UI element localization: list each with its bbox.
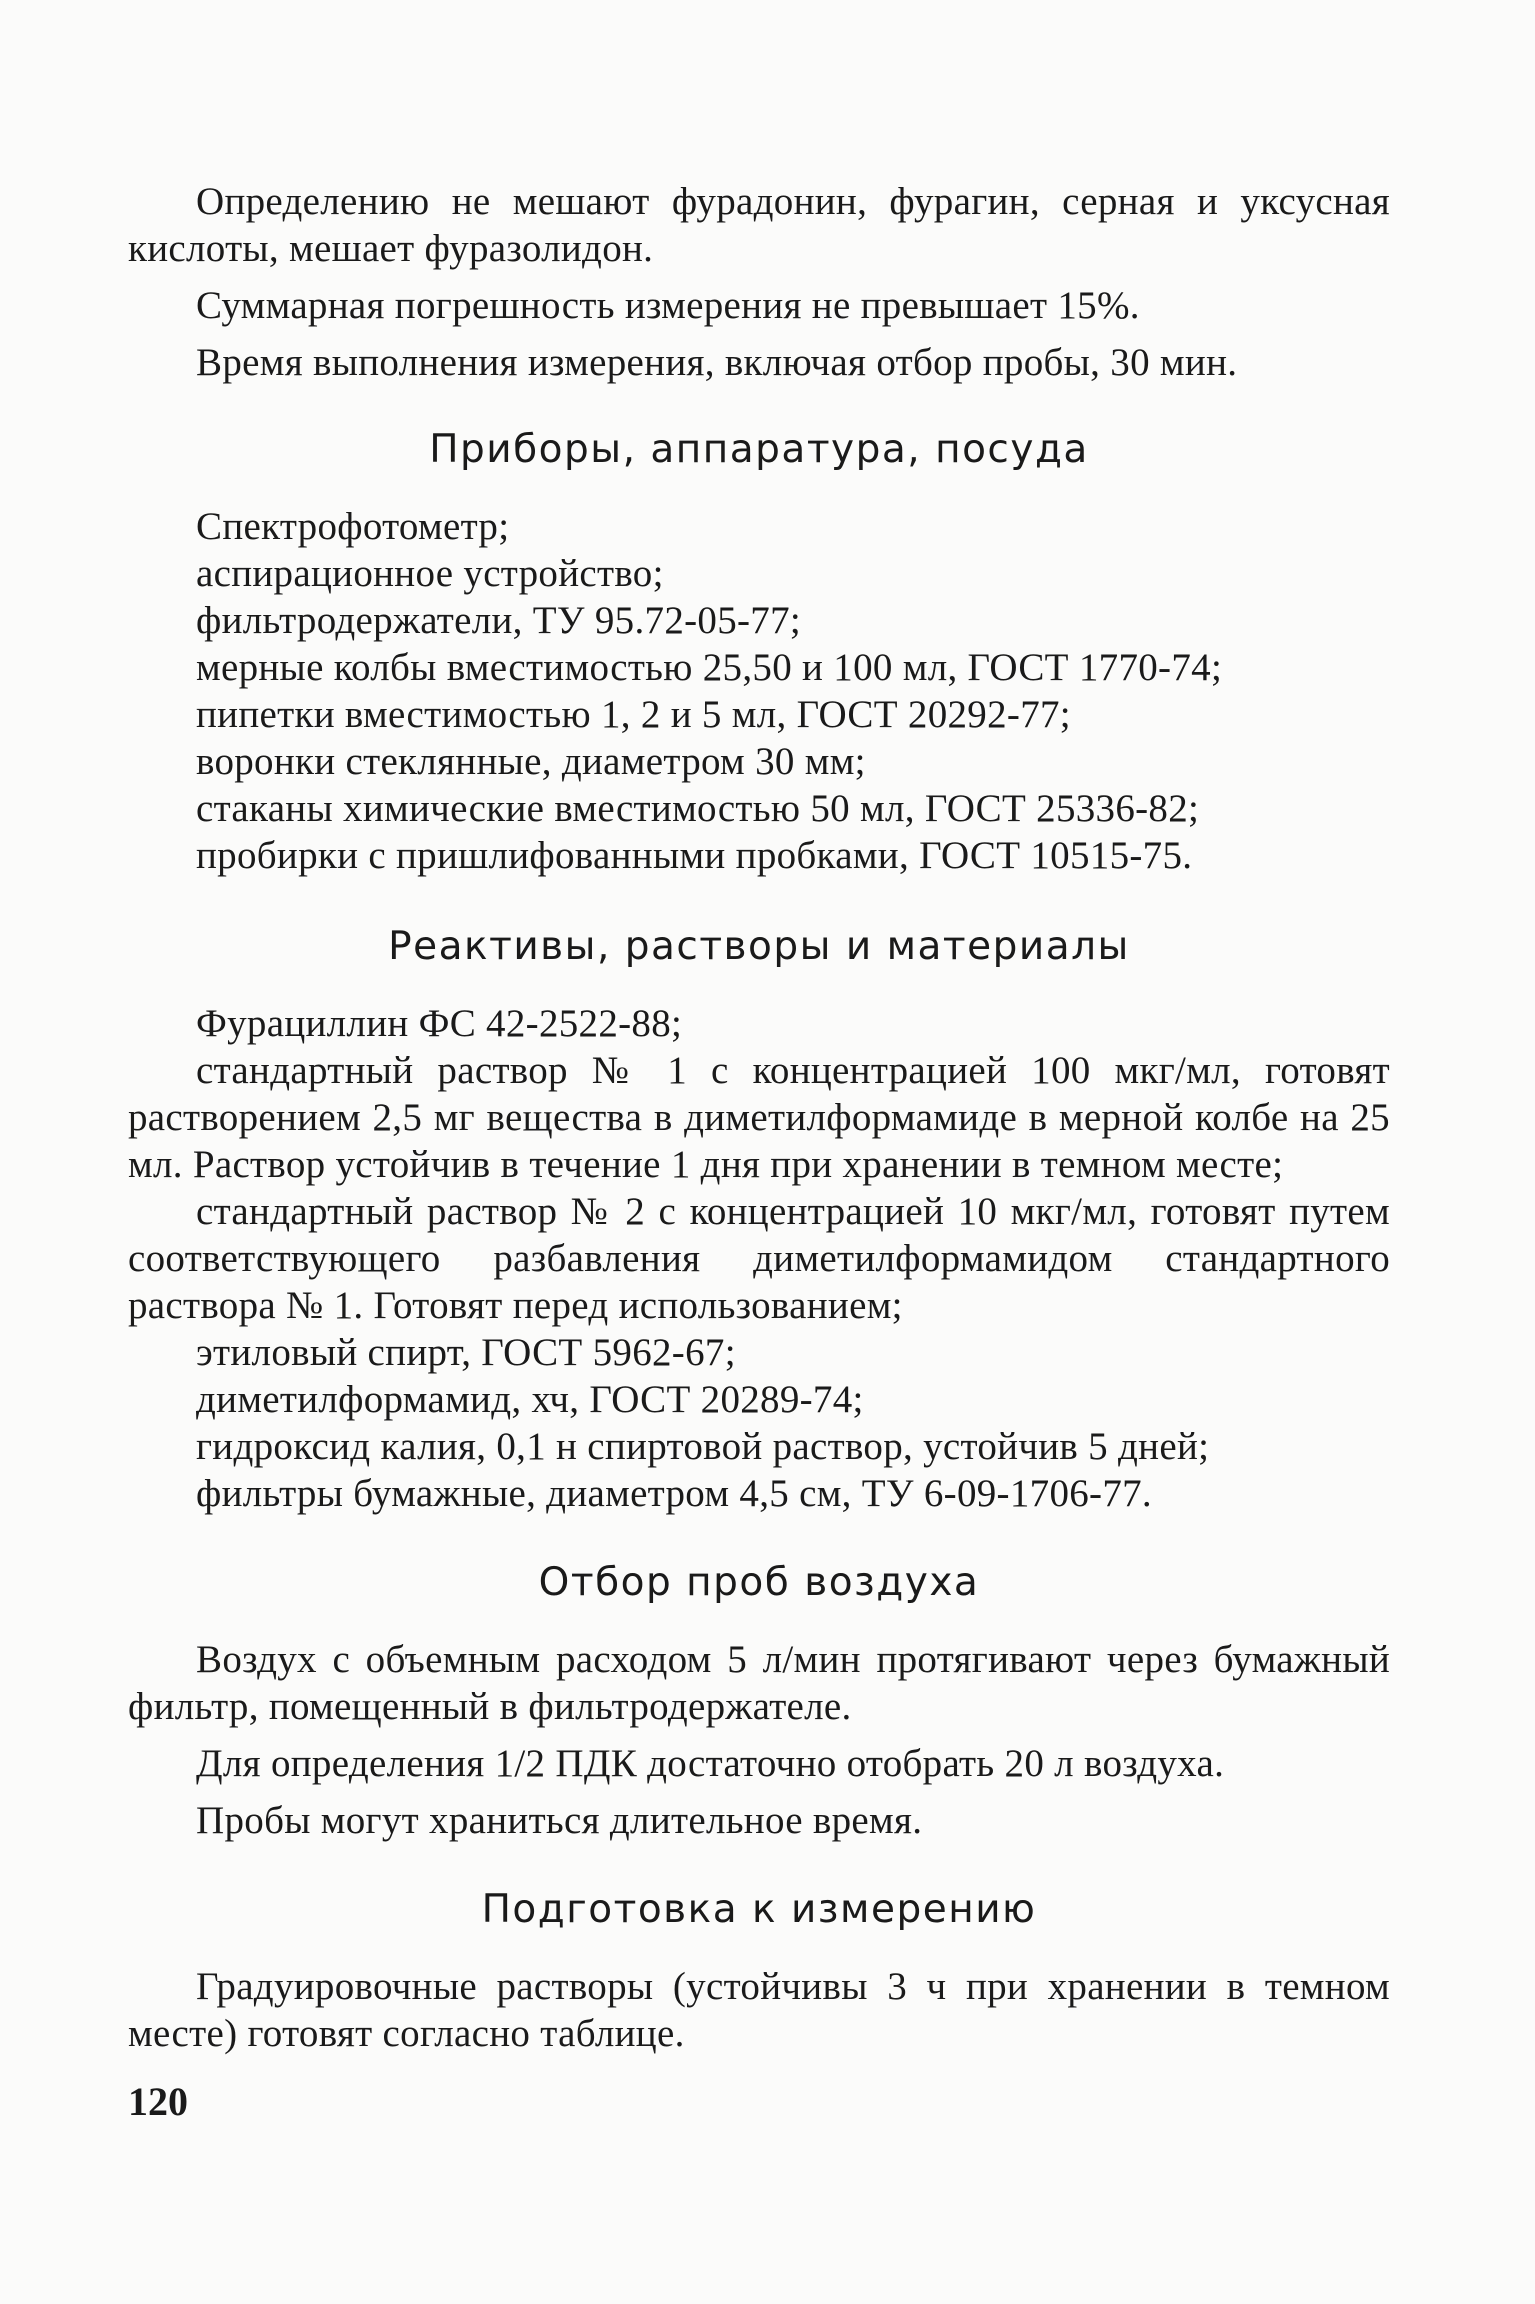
equipment-item: стаканы химические вместимостью 50 мл, ГОСТ 25336-82; (196, 787, 1200, 830)
preparation-paragraph: Градуировочные растворы (устойчивы 3 ч при хранении в темном месте) готовят согласно таблице. (128, 1965, 1390, 2055)
sampling-volume-paragraph: Для определения 1/2 ПДК достаточно отобрать 20 л воздуха. (196, 1742, 1225, 1785)
equipment-heading: Приборы, аппаратура, посуда (429, 427, 1089, 472)
sampling-storage-paragraph: Пробы могут храниться длительное время. (196, 1799, 923, 1842)
reagent-item: диметилформамид, хч, ГОСТ 20289-74; (196, 1378, 864, 1421)
equipment-list (128, 503, 1390, 879)
reagent-item: стандартный раствор № 2 с концентрацией 10 мкг/мл, готовят путем соответствующего разбавления диметилформамидом стандартного раствора № 1. Готовят перед использованием; (128, 1190, 1390, 1327)
reagent-item: этиловый спирт, ГОСТ 5962-67; (196, 1331, 736, 1374)
sampling-flow-paragraph: Воздух с объемным расходом 5 л/мин протягивают через бумажный фильтр, помещенный в фильтродержателе. (128, 1638, 1390, 1728)
equipment-item: пробирки с пришлифованными пробками, ГОСТ 10515-75. (196, 834, 1193, 877)
text-column (128, 178, 1390, 2057)
intro-interference-paragraph: Определению не мешают фурадонин, фурагин, серная и уксусная кислоты, мешает фуразолидон. (128, 180, 1390, 270)
reagent-item: фильтры бумажные, диаметром 4,5 см, ТУ 6-09-1706-77. (196, 1472, 1152, 1515)
reagent-item: гидроксид калия, 0,1 н спиртовой раствор, устойчив 5 дней; (196, 1425, 1210, 1468)
sampling-heading: Отбор проб воздуха (538, 1560, 980, 1605)
reagents-list (128, 1000, 1390, 1517)
intro-duration-paragraph: Время выполнения измерения, включая отбор пробы, 30 мин. (196, 341, 1238, 384)
equipment-item: воронки стеклянные, диаметром 30 мм; (196, 740, 866, 783)
reagent-item: стандартный раствор № 1 с концентрацией 100 мкг/мл, готовят растворением 2,5 мг вещества в диметилформамиде в мерной колбе на 25 мл. Раствор устойчив в течение 1 дня при хранении в темном месте; (128, 1049, 1390, 1186)
reagents-heading: Реактивы, растворы и материалы (388, 924, 1130, 969)
intro-error-paragraph: Суммарная погрешность измерения не превышает 15%. (196, 284, 1140, 327)
preparation-heading: Подготовка к измерению (481, 1887, 1037, 1932)
equipment-item: Спектрофотометр; (196, 505, 510, 548)
page-number: 120 (128, 2079, 188, 2124)
equipment-item: мерные колбы вместимостью 25,50 и 100 мл, ГОСТ 1770-74; (196, 646, 1223, 689)
equipment-item: аспирационное устройство; (196, 552, 664, 595)
equipment-item: фильтродержатели, ТУ 95.72-05-77; (196, 599, 802, 642)
equipment-item: пипетки вместимостью 1, 2 и 5 мл, ГОСТ 20292-77; (196, 693, 1071, 736)
reagent-item: Фурациллин ФС 42-2522-88; (196, 1002, 683, 1045)
